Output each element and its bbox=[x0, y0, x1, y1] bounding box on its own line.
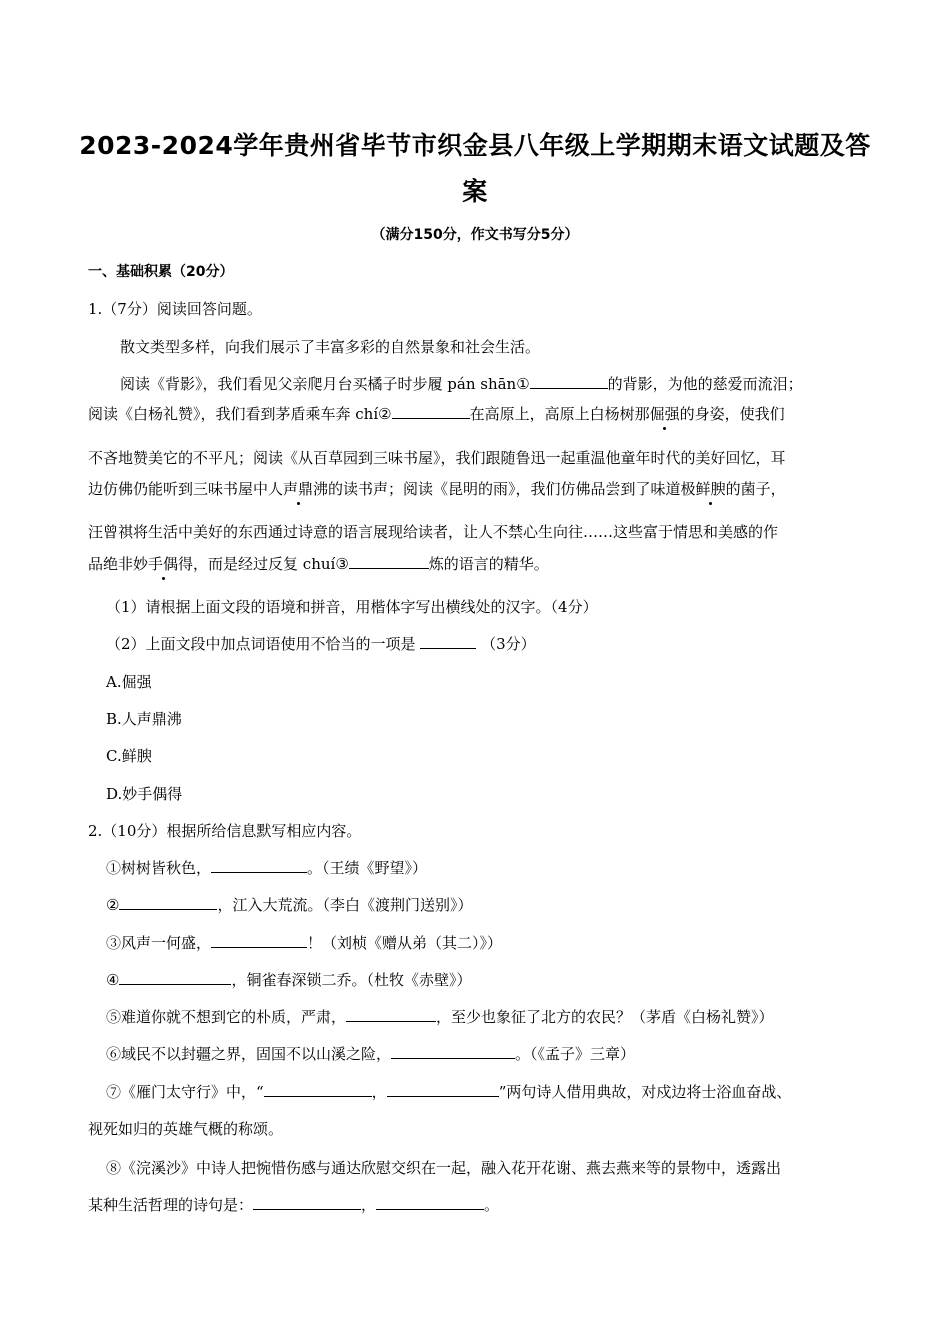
recite-text: ⑦《雁门太守行》中，“ bbox=[106, 1083, 264, 1101]
question-2-heading: 2.（10分）根据所给信息默写相应内容。 bbox=[88, 822, 362, 840]
passage-line bbox=[88, 479, 786, 499]
sub-question-text: （2）上面文段中加点词语使用不恰当的一项是 bbox=[106, 635, 416, 653]
recite-item-7 bbox=[106, 1082, 791, 1102]
sub-question-text: （3分） bbox=[481, 635, 536, 653]
recite-blank[interactable] bbox=[119, 970, 231, 985]
sub-question-1: （1）请根据上面文段的语境和拼音，用楷体字写出横线处的汉字。（4分） bbox=[106, 598, 598, 616]
score-note: （满分150分，作文书写分5分） bbox=[371, 227, 579, 243]
passage-text: 的身姿，使我们 bbox=[679, 405, 785, 423]
dotted-word: 人声鼎沸 bbox=[268, 480, 329, 498]
recite-text: 某种生活哲理的诗句是： bbox=[88, 1196, 254, 1214]
recite-blank[interactable] bbox=[376, 1195, 484, 1210]
recite-text: ② bbox=[106, 896, 120, 914]
recite-blank[interactable] bbox=[391, 1044, 515, 1059]
recite-item-5 bbox=[106, 1007, 774, 1027]
passage-text: 炼的语言的精华。 bbox=[428, 555, 549, 573]
recite-blank[interactable] bbox=[253, 1195, 361, 1210]
recite-text: ，铜雀春深锁二乔。（杜牧《赤壁》） bbox=[231, 971, 472, 989]
passage-text: 阅读《白杨礼赞》，我们看到茅盾乘车奔 chí② bbox=[88, 405, 392, 423]
passage-line bbox=[88, 554, 549, 574]
recite-text: 。（《孟子》三章） bbox=[515, 1045, 636, 1063]
recite-blank[interactable] bbox=[264, 1082, 372, 1097]
fill-blank-2[interactable] bbox=[392, 404, 470, 419]
page-title: 2023-2024学年贵州省毕节市织金县八年级上学期期末语文试题及答 bbox=[79, 131, 871, 160]
question-1-heading: 1.（7分）阅读回答问题。 bbox=[88, 300, 262, 318]
passage-line bbox=[88, 404, 785, 424]
recite-text: ④ bbox=[106, 971, 120, 989]
passage-line bbox=[120, 374, 803, 394]
passage-intro: 散文类型多样，向我们展示了丰富多彩的自然景象和社会生活。 bbox=[120, 338, 541, 356]
option-d: D.妙手偶得 bbox=[106, 785, 183, 803]
recite-item-6 bbox=[106, 1044, 635, 1064]
dotted-word: 倔强 bbox=[649, 405, 680, 423]
recite-blank[interactable] bbox=[387, 1082, 499, 1097]
option-a: A.倔强 bbox=[106, 673, 152, 691]
recite-blank[interactable] bbox=[119, 895, 217, 910]
recite-text: ⑥域民不以封疆之界，固国不以山溪之险， bbox=[106, 1045, 392, 1063]
recite-item-7-continued: 视死如归的英雄气概的称颂。 bbox=[88, 1120, 284, 1138]
recite-item-3 bbox=[106, 933, 502, 953]
recite-item-4 bbox=[106, 970, 471, 990]
recite-text: ③风声一何盛， bbox=[106, 934, 212, 952]
passage-text: 在高原上，高原上白杨树那 bbox=[469, 405, 650, 423]
passage-line: 不吝地赞美它的不平凡；阅读《从百草园到三味书屋》，我们跟随鲁迅一起重温他童年时代的美好回忆，耳 bbox=[88, 449, 786, 467]
recite-item-8: ⑧《浣溪沙》中诗人把惋惜伤感与通达欣慰交织在一起，融入花开花谢、燕去燕来等的景物中，透露出 bbox=[106, 1159, 782, 1177]
recite-item-2 bbox=[106, 895, 472, 915]
recite-blank[interactable] bbox=[211, 858, 307, 873]
dotted-word: 妙手偶得 bbox=[133, 555, 194, 573]
recite-blank[interactable] bbox=[346, 1007, 436, 1022]
passage-text: ，而是经过反复 chuí③ bbox=[193, 555, 349, 573]
passage-text: 品绝非 bbox=[88, 555, 134, 573]
recite-blank[interactable] bbox=[211, 933, 307, 948]
recite-text: 。 bbox=[484, 1196, 500, 1214]
option-c: C.鲜腴 bbox=[106, 747, 152, 765]
option-b: B.人声鼎沸 bbox=[106, 710, 182, 728]
passage-text: 的菌子， bbox=[725, 480, 786, 498]
passage-line: 汪曾祺将生活中美好的东西通过诗意的语言展现给读者，让人不禁心生向往……这些富于情思和美感的作 bbox=[88, 523, 779, 541]
passage-text: 的读书声；阅读《昆明的雨》，我们仿佛品尝到了味道极 bbox=[328, 480, 696, 498]
fill-blank-1[interactable] bbox=[530, 374, 608, 389]
passage-text: 阅读《背影》，我们看见父亲爬月台买橘子时步履 pán shān① bbox=[120, 375, 530, 393]
recite-text: ”两句诗人借用典故，对戍边将士浴血奋战、 bbox=[498, 1083, 792, 1101]
recite-text: ，江入大荒流。（李白《渡荆门送别》） bbox=[217, 896, 473, 914]
recite-text: ，至少也象征了北方的农民？（茅盾《白杨礼赞》） bbox=[436, 1008, 774, 1026]
answer-blank[interactable] bbox=[420, 634, 476, 649]
dotted-word: 鲜腴 bbox=[695, 480, 726, 498]
recite-text: ， bbox=[371, 1083, 387, 1101]
recite-item-8-continued bbox=[88, 1195, 499, 1215]
recite-item-1 bbox=[106, 858, 427, 878]
passage-text: 的背影，为他的慈爱而流泪； bbox=[607, 375, 803, 393]
section-heading: 一、基础积累（20分） bbox=[88, 264, 234, 280]
fill-blank-3[interactable] bbox=[349, 554, 429, 569]
recite-text: ， bbox=[361, 1196, 377, 1214]
sub-question-2 bbox=[106, 634, 536, 654]
recite-text: ⑤难道你就不想到它的朴质，严肃， bbox=[106, 1008, 347, 1026]
recite-text: 。（王绩《野望》） bbox=[307, 859, 428, 877]
page-title-continued: 案 bbox=[462, 177, 488, 206]
recite-text: ！（刘桢《赠从弟（其二）》） bbox=[307, 934, 503, 952]
recite-text: ①树树皆秋色， bbox=[106, 859, 212, 877]
passage-text: 边仿佛仍能听到三味书屋中 bbox=[88, 480, 269, 498]
